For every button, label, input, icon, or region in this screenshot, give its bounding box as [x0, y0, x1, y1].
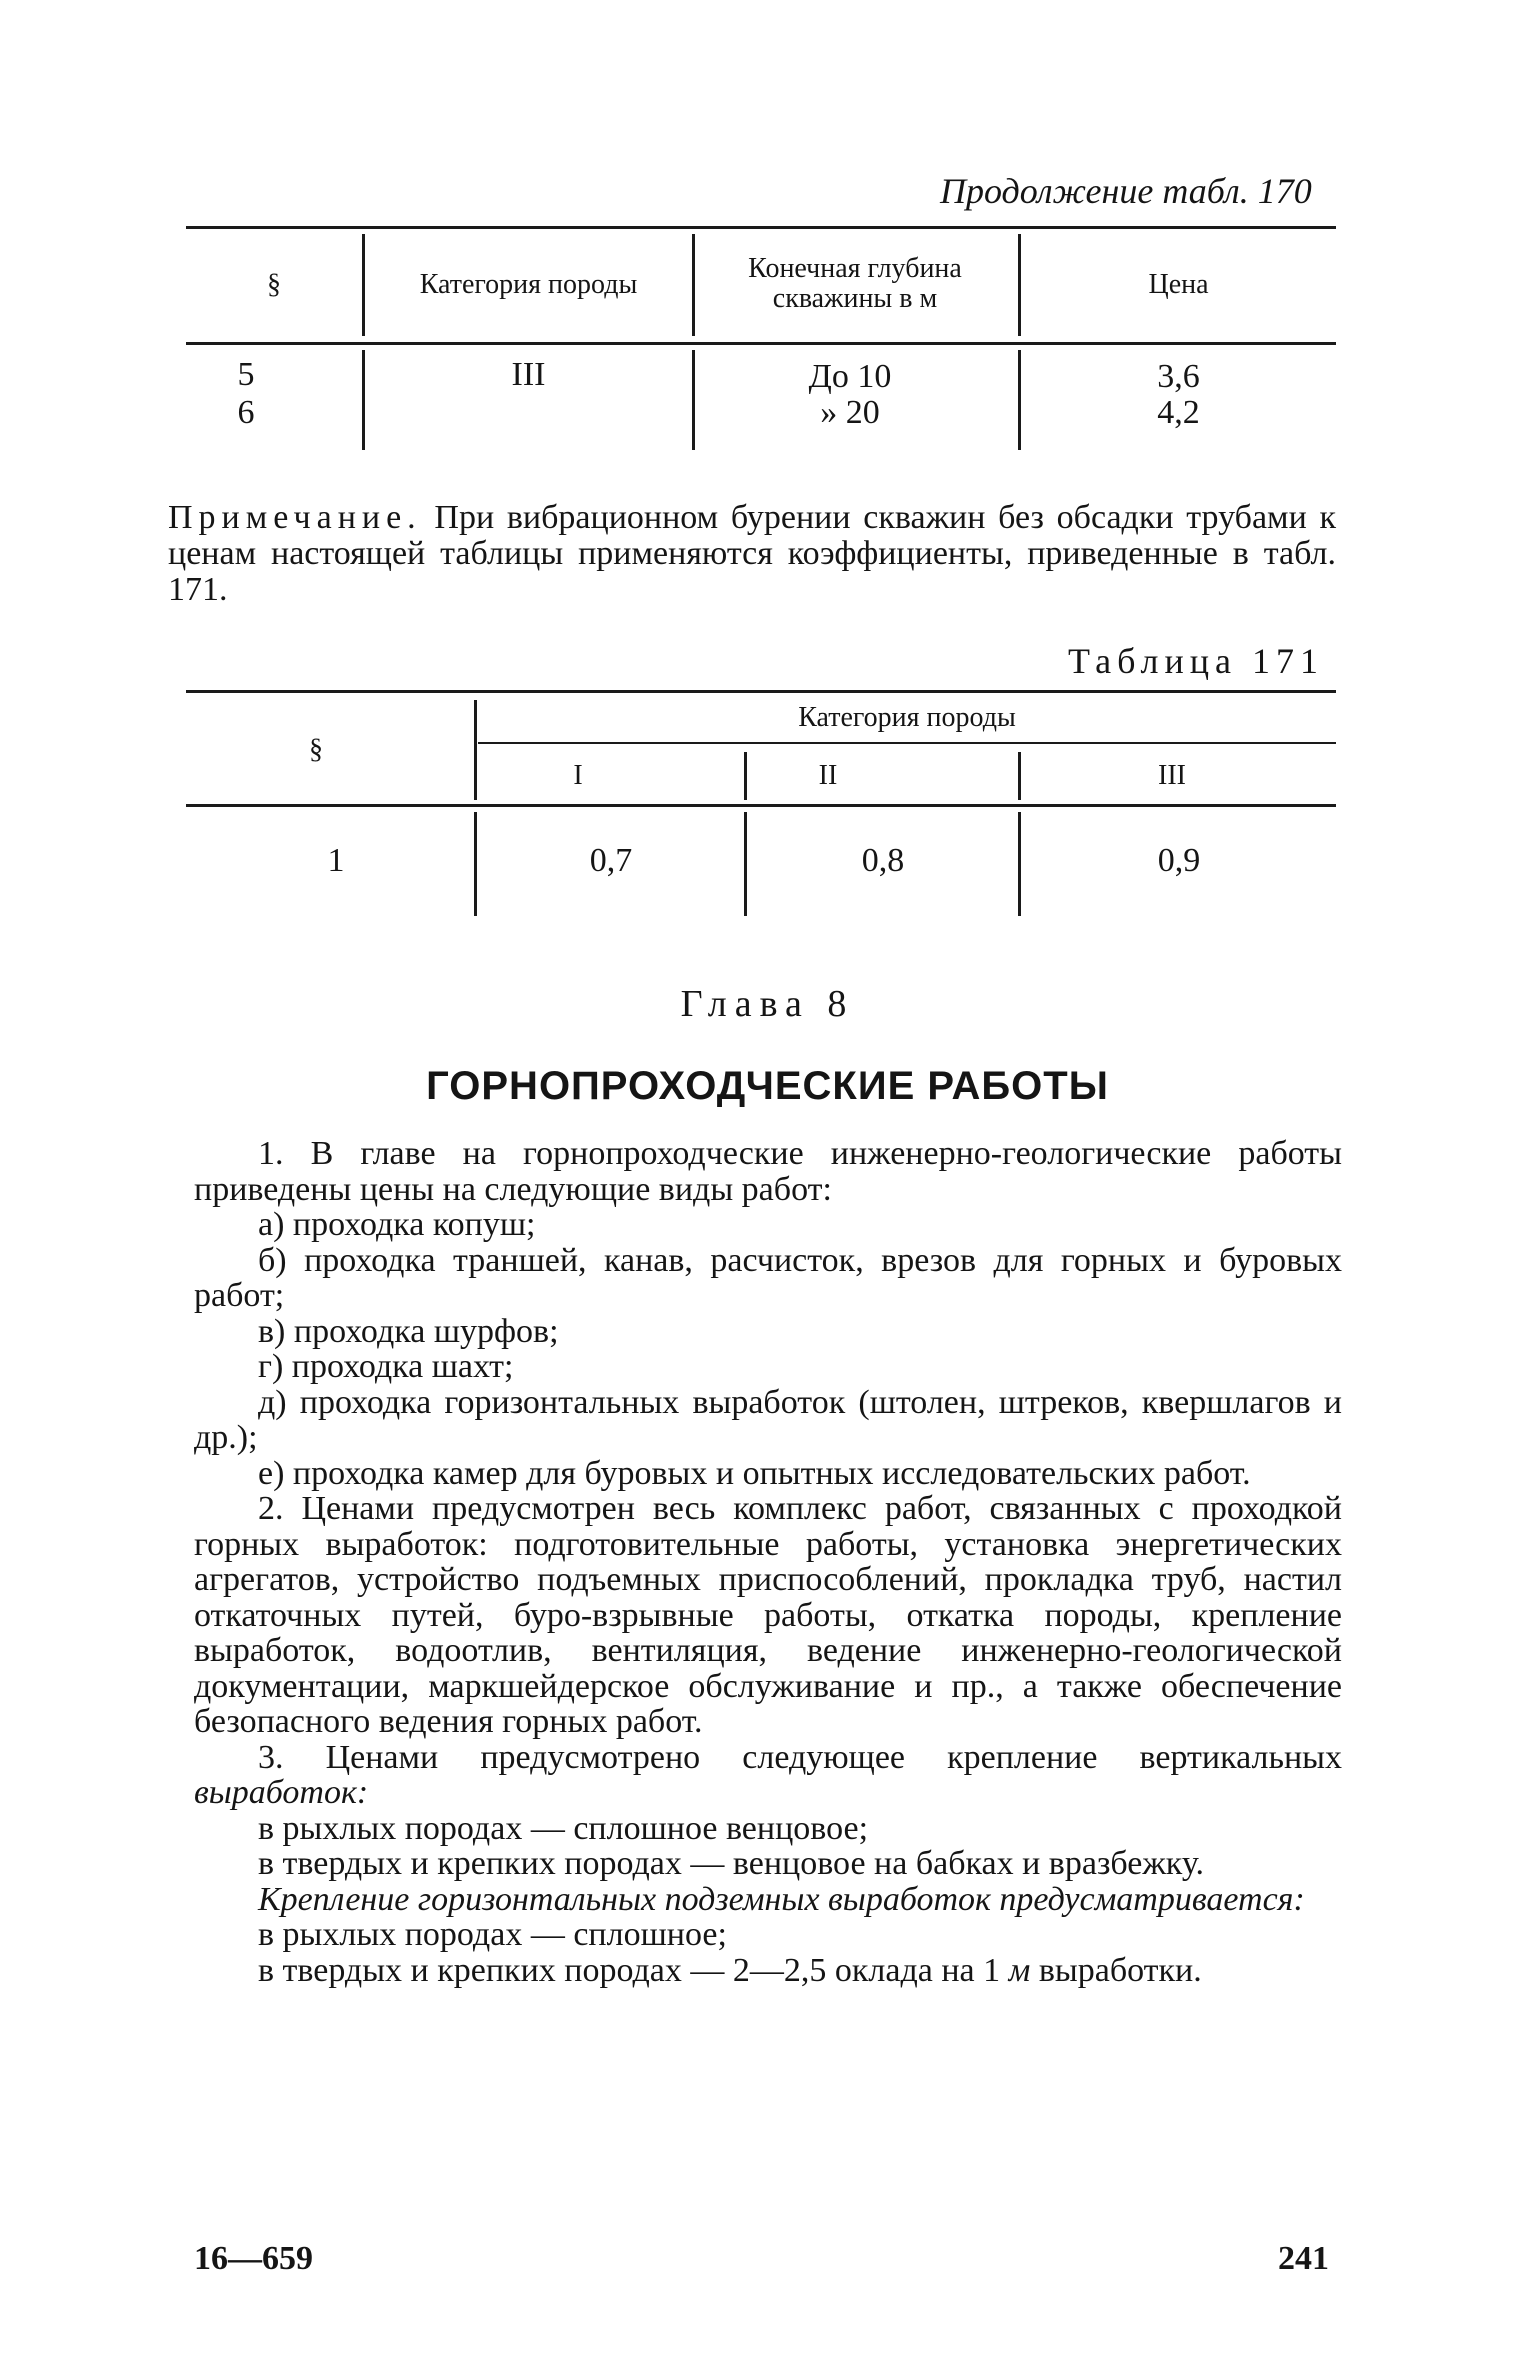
paragraph	[194, 1740, 1342, 1811]
table-170-divider	[692, 234, 695, 336]
table-170-cell: 4,2	[1157, 394, 1200, 431]
note-label: Примечание.	[168, 499, 422, 536]
table-171-header-col: II	[818, 760, 838, 791]
list-item: в) проходка шурфов;	[258, 1312, 559, 1350]
table-170-cell: » 20	[820, 394, 880, 431]
list-item-text: в твердых и крепких породах — 2—2,5 оклада на 1	[258, 1951, 1001, 1989]
table-170-note	[168, 500, 1336, 608]
paragraph-italic: Крепление горизонтальных подземных выработок предусматривается:	[258, 1880, 1305, 1918]
list-item: е) проходка камер для буровых и опытных исследовательских работ.	[258, 1454, 1251, 1492]
table-170-header-section: §	[267, 269, 281, 300]
table-171-header-section: §	[309, 734, 323, 765]
table-171-divider	[1018, 752, 1021, 800]
table-171-caption: Таблица 171	[1068, 641, 1324, 681]
table-171-header-rule	[186, 804, 1336, 807]
table-170-header-depth: Конечная глубина скважины в м	[748, 253, 962, 314]
chapter-body	[194, 1136, 1342, 1988]
table-170-divider	[692, 350, 695, 450]
paragraph: 2. Ценами предусмотрен весь комплекс работ, связанных с проходкой горных выработок: подготовительные работы, установка энергетических агрегатов, устройство подъемных приспособлений, прокладка труб, настил откаточных путей, буро-взрывные работы, откатка породы, крепление выработок, водоотлив, вентиляция, ведение инженерно-геологической документации, маркшейдерское обслуживание и пр., а также обеспечение безопасного ведения горных работ.	[194, 1490, 1342, 1740]
table-171-header-group: Категория породы	[798, 702, 1016, 733]
table-171-cell: 0,7	[589, 842, 633, 879]
list-item: в рыхлых породах — сплошное;	[258, 1916, 727, 1953]
table-171-divider	[744, 812, 747, 916]
list-item-text: выработки.	[1038, 1951, 1202, 1989]
table-171-divider	[474, 700, 477, 800]
list-item: д) проходка горизонтальных выработок (штолен, штреков, квершлагов и др.);	[194, 1383, 1342, 1456]
table-170-cell: 3,6	[1157, 358, 1200, 395]
table-171-group-rule	[478, 742, 1336, 744]
table-170-cell: До 10	[808, 358, 892, 395]
note-text: При вибрационном бурении скважин без обсадки трубами к ценам настоящей таблицы применяются коэффициенты, приведенные в табл. 171.	[168, 499, 1336, 608]
table-170-header-category: Категория породы	[419, 269, 638, 300]
chapter-title: ГОРНОПРОХОДЧЕСКИЕ РАБОТЫ	[426, 1064, 1109, 1108]
table-171-top-rule	[186, 690, 1336, 693]
table-170-cell: 6	[237, 394, 255, 431]
table-170-cell: III	[511, 356, 546, 393]
unit: м	[1008, 1951, 1031, 1989]
chapter-label: Глава 8	[680, 983, 855, 1025]
table-171-divider	[744, 752, 747, 800]
list-item: б) проходка траншей, канав, расчисток, врезов для горных и буровых работ;	[194, 1241, 1342, 1314]
table-170-header-rule	[186, 342, 1336, 345]
table-171-cell: 1	[327, 842, 345, 879]
table-170-cell: 5	[237, 356, 255, 393]
page-number: 241	[1278, 2240, 1329, 2277]
paragraph: 1. В главе на горнопроходческие инженерно-геологические работы приведены цены на следующие виды работ:	[194, 1135, 1342, 1208]
table-171-header-col: I	[573, 760, 583, 791]
paragraph-text: 3. Ценами предусмотрено следующее крепление вертикальных	[258, 1738, 1342, 1776]
table-170-caption: Продолжение табл. 170	[940, 171, 1312, 211]
table-171-cell: 0,9	[1157, 842, 1201, 879]
table-171-cell: 0,8	[861, 842, 905, 879]
table-170-header-price: Цена	[1148, 269, 1209, 300]
printer-signature: 16—659	[194, 2240, 313, 2277]
table-170-top-rule	[186, 226, 1336, 229]
paragraph-italic: выработок:	[194, 1774, 369, 1811]
list-item: в рыхлых породах — сплошное венцовое;	[258, 1809, 869, 1847]
table-171-header-col: III	[1158, 760, 1186, 791]
list-item: а) проходка копуш;	[258, 1206, 536, 1243]
list-item: в твердых и крепких породах — венцовое на бабках и вразбежку.	[258, 1845, 1204, 1882]
table-171-divider	[1018, 812, 1021, 916]
list-item	[194, 1953, 1342, 1989]
list-item: г) проходка шахт;	[258, 1348, 514, 1385]
